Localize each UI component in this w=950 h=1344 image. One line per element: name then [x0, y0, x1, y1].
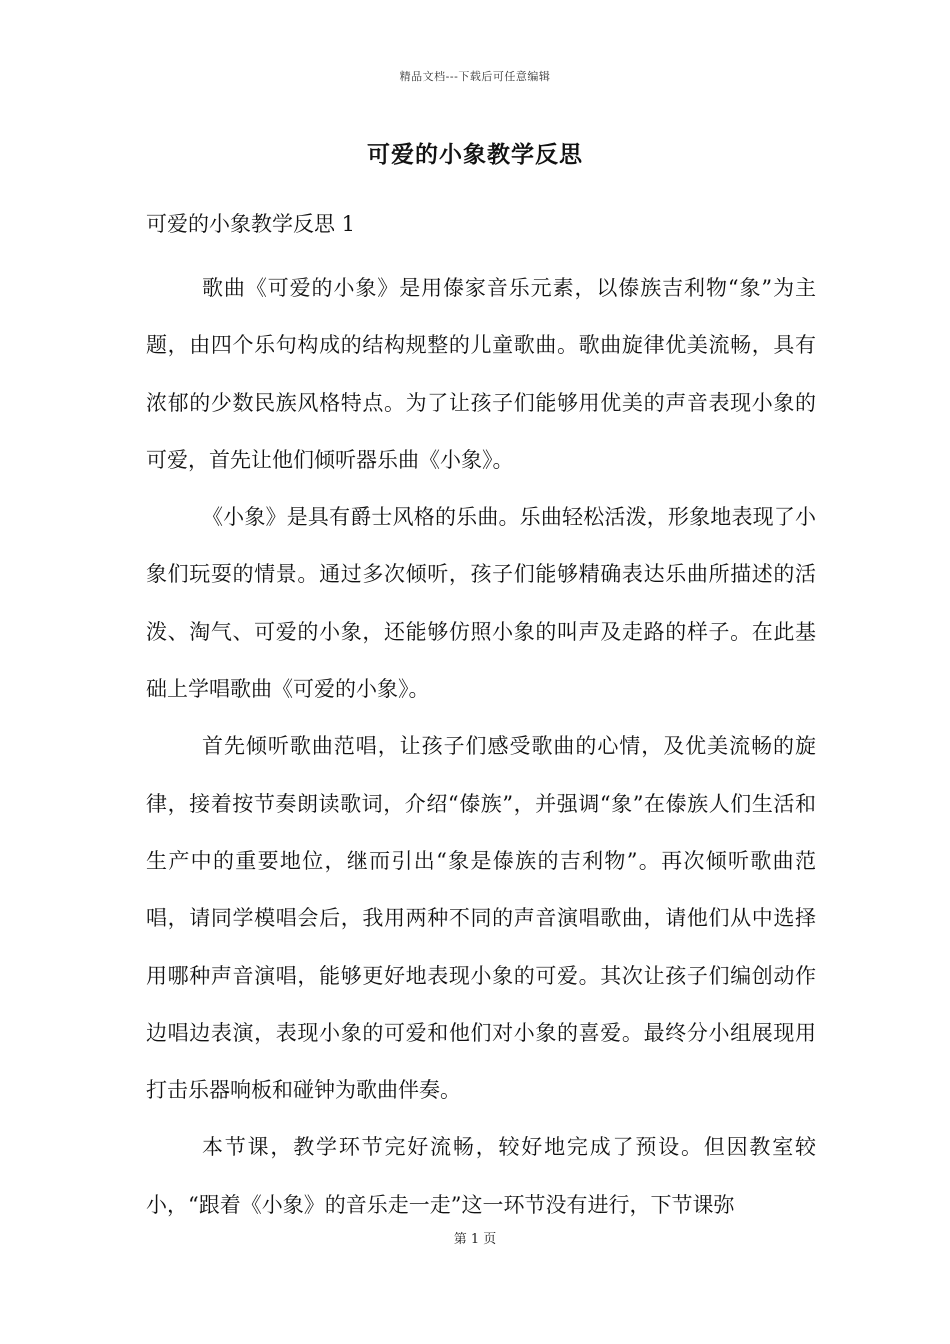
paragraph: 歌曲《可爱的小象》是用傣家音乐元素，以傣族吉利物“象”为主题，由四个乐句构成的结构规整的儿童歌曲。歌曲旋律优美流畅，具有浓郁的少数民族风格特点。为了让孩子们能够用优美的声音表现小象的可爱，首先让他们倾听器乐曲《小象》。 — [146, 276, 816, 472]
paragraph: 本节课，教学环节完好流畅，较好地完成了预设。但因教室较小，“跟着《小象》的音乐走一走”这一环节没有进行，下节课弥 — [146, 1135, 816, 1217]
page-number: 第 1 页 — [453, 1232, 497, 1247]
paragraph: 首先倾听歌曲范唱，让孩子们感受歌曲的心情，及优美流畅的旋律，接着按节奏朗读歌词，介绍“傣族”，并强调“象”在傣族人们生活和生产中的重要地位，继而引出“象是傣族的吉利物”。再次倾听歌曲范唱，请同学模唱会后，我用两种不同的声音演唱歌曲，请他们从中选择用哪种声音演唱，能够更好地表现小象的可爱。其次让孩子们编创动作边唱边表演，表现小象的可爱和他们对小象的喜爱。最终分小组展现用打击乐器响板和碰钟为歌曲伴奏。 — [146, 734, 816, 1103]
body-text — [146, 260, 816, 1234]
document-title: 可爱的小象教学反思 — [367, 141, 583, 168]
section-subtitle: 可爱的小象教学反思 1 — [146, 212, 356, 236]
header-note: 精品文档---下载后可任意编辑 — [399, 70, 551, 83]
paragraph: 《小象》是具有爵士风格的乐曲。乐曲轻松活泼，形象地表现了小象们玩耍的情景。通过多次倾听，孩子们能够精确表达乐曲所描述的活泼、淘气、可爱的小象，还能够仿照小象的叫声及走路的样子。在此基础上学唱歌曲《可爱的小象》。 — [146, 505, 816, 702]
